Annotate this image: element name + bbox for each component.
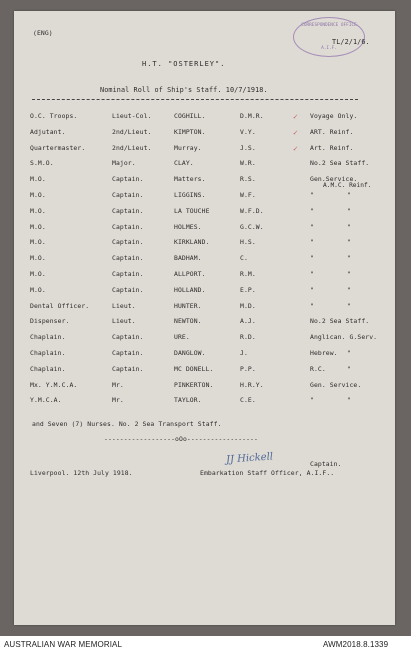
row-initials: J. xyxy=(240,349,248,357)
roll-row xyxy=(0,302,411,314)
row-initials: D.M.R. xyxy=(240,112,264,120)
row-remarks: No.2 Sea Staff. xyxy=(310,317,370,326)
row-rank: Captain. xyxy=(112,333,144,342)
roll-row xyxy=(0,286,411,298)
row-rank: Major. xyxy=(112,159,136,168)
row-name: BADHAM. xyxy=(174,254,202,263)
row-ditto: " xyxy=(347,222,351,231)
row-rank: Lieut. xyxy=(112,317,136,326)
row-rank: Captain. xyxy=(112,270,144,278)
row-appointment: Quartermaster. xyxy=(30,143,86,152)
row-remarks: " xyxy=(310,206,314,215)
caption-bar xyxy=(0,636,411,653)
row-appointment: Adjutant. xyxy=(30,127,66,136)
row-appointment: Chaplain. xyxy=(30,333,66,342)
row-remarks: " xyxy=(310,285,314,294)
row-remarks: " xyxy=(310,238,314,247)
row-rank: 2nd/Lieut. xyxy=(112,127,152,136)
row-initials: E.P. xyxy=(240,285,256,294)
row-appointment: M.O. xyxy=(30,206,46,215)
row-appointment: M.O. xyxy=(30,175,46,184)
row-rank: Mr. xyxy=(112,396,124,405)
row-appointment: Dental Officer. xyxy=(30,301,90,310)
row-initials: M.D. xyxy=(240,301,256,310)
check-mark: ✓ xyxy=(293,112,298,121)
row-appointment: Y.M.C.A. xyxy=(30,396,62,405)
stamp-bottom-text: A.I.F. xyxy=(321,46,337,51)
signature: JJ Hickell xyxy=(225,451,274,466)
row-remarks: R.C. xyxy=(310,364,326,373)
row-rank: Captain. xyxy=(112,364,144,373)
row-remarks: " xyxy=(310,191,314,199)
roll-subtitle: Nominal Roll of Ship's Staff. 10/7/1918. xyxy=(100,86,268,94)
roll-row xyxy=(0,381,411,393)
row-remarks: Anglican. G.Serv. xyxy=(310,333,378,342)
row-name: HOLMES. xyxy=(174,222,202,231)
footer-institution: AUSTRALIAN WAR MEMORIAL xyxy=(4,640,123,649)
row-appointment: O.C. Troops. xyxy=(30,112,78,120)
row-ditto: " xyxy=(347,396,351,405)
nurses-note: and Seven (7) Nurses. No. 2 Sea Transport Staff. xyxy=(32,420,222,428)
row-name: Murray. xyxy=(174,143,202,152)
row-name: PINKERTON. xyxy=(174,380,214,389)
row-initials: G.C.W. xyxy=(240,222,264,231)
row-appointment: Chaplain. xyxy=(30,349,66,357)
row-name: Matters. xyxy=(174,175,206,184)
check-mark: ✓ xyxy=(293,143,298,153)
row-initials: R.S. xyxy=(240,175,256,184)
place-date: Liverpool. 12th July 1918. xyxy=(30,469,133,477)
row-ditto: " xyxy=(347,364,351,373)
row-ditto: " xyxy=(347,254,351,263)
roll-row xyxy=(0,317,411,329)
row-name: LA TOUCHE xyxy=(174,206,210,215)
footer-accession: AWM2018.8.1339 xyxy=(323,640,389,649)
row-remarks: Gen.Service. xyxy=(310,175,358,184)
row-initials: V.Y. xyxy=(240,127,256,136)
row-rank: Lieut. xyxy=(112,301,136,310)
row-rank: Captain. xyxy=(112,191,144,199)
closing-divider: ------------------oOo------------------ xyxy=(104,435,258,443)
row-rank: Captain. xyxy=(112,238,144,247)
roll-row xyxy=(0,159,411,171)
row-name: NEWTON. xyxy=(174,317,202,326)
row-remarks: No.2 Sea Staff. xyxy=(310,159,370,168)
row-initials: H.R.Y. xyxy=(240,380,264,389)
row-rank: Captain. xyxy=(112,175,144,184)
row-appointment: Dispenser. xyxy=(30,317,70,326)
eng-label: (ENG) xyxy=(33,29,53,37)
row-name: HOLLAND. xyxy=(174,285,206,294)
row-initials: C. xyxy=(240,254,248,263)
row-initials: C.E. xyxy=(240,396,256,405)
row-remarks: " xyxy=(310,254,314,263)
row-name: KIRKLAND. xyxy=(174,238,210,247)
row-ditto: " xyxy=(347,206,351,215)
row-remarks: " xyxy=(310,301,314,310)
signer-rank: Captain. xyxy=(310,460,342,468)
row-remarks: Gen. Service. xyxy=(310,380,362,389)
row-rank: 2nd/Lieut. xyxy=(112,143,152,152)
row-name: DANGLOW. xyxy=(174,349,206,357)
roll-row xyxy=(0,175,411,190)
row-rank: Captain. xyxy=(112,206,144,215)
row-appointment: M.O. xyxy=(30,191,46,199)
row-remarks: Voyage Only. xyxy=(310,112,358,120)
row-appointment: M.O. xyxy=(30,222,46,231)
row-appointment: Mx. Y.M.C.A. xyxy=(30,380,78,389)
row-initials: A.J. xyxy=(240,317,256,326)
row-initials: W.R. xyxy=(240,159,256,168)
roll-row xyxy=(0,333,411,345)
row-appointment: M.O. xyxy=(30,270,46,278)
row-remarks: " xyxy=(310,222,314,231)
roll-row xyxy=(0,191,411,203)
roll-row xyxy=(0,223,411,235)
row-name: MC DONELL. xyxy=(174,364,214,373)
roll-row xyxy=(0,396,411,408)
row-name: ALLPORT. xyxy=(174,270,206,278)
row-remarks: Art. Reinf. xyxy=(310,143,354,152)
row-ditto: " xyxy=(347,285,351,294)
roll-row xyxy=(0,349,411,361)
row-appointment: M.O. xyxy=(30,238,46,247)
row-ditto: " xyxy=(347,191,351,199)
row-remarks: " xyxy=(310,270,314,278)
row-name: TAYLOR. xyxy=(174,396,202,405)
row-initials: R.D. xyxy=(240,333,256,342)
reference-number: TL/2/1/6. xyxy=(332,38,370,46)
row-name: KIMPTON. xyxy=(174,127,206,136)
roll-row xyxy=(0,112,411,124)
check-mark: ✓ xyxy=(293,127,298,137)
row-name: HUNTER. xyxy=(174,301,202,310)
row-remarks: " xyxy=(310,396,314,405)
row-ditto: " xyxy=(347,301,351,310)
signer-title: Embarkation Staff Officer, A.I.F.. xyxy=(200,469,335,477)
roll-row xyxy=(0,254,411,266)
row-initials: R.M. xyxy=(240,270,256,278)
office-stamp xyxy=(293,17,365,57)
row-initials: J.S. xyxy=(240,143,256,152)
row-ditto: " xyxy=(347,270,351,278)
row-name: CLAY. xyxy=(174,159,194,168)
row-ditto: " xyxy=(347,238,351,247)
row-remarks-extra: A.M.C. Reinf. xyxy=(323,182,372,190)
row-appointment: S.M.O. xyxy=(30,159,54,168)
stamp-top-text: CORRESPONDENCE OFFICE xyxy=(301,23,357,28)
roll-row xyxy=(0,270,411,282)
row-initials: W.F. xyxy=(240,191,256,199)
row-initials: H.S. xyxy=(240,238,256,247)
row-initials: P.P. xyxy=(240,364,256,373)
row-name: URE. xyxy=(174,333,190,342)
row-appointment: M.O. xyxy=(30,285,46,294)
row-ditto: " xyxy=(347,349,351,357)
roll-row xyxy=(0,144,411,156)
ship-title: H.T. "OSTERLEY". xyxy=(142,60,226,68)
row-initials: W.F.D. xyxy=(240,206,264,215)
roll-row xyxy=(0,365,411,377)
row-rank: Captain. xyxy=(112,349,144,357)
row-appointment: Chaplain. xyxy=(30,364,66,373)
row-appointment: M.O. xyxy=(30,254,46,263)
row-remarks: ART. Reinf. xyxy=(310,127,354,136)
row-remarks: Hebrew. xyxy=(310,349,338,357)
row-rank: Mr. xyxy=(112,380,124,389)
row-name: LIGGINS. xyxy=(174,191,206,199)
row-rank: Captain. xyxy=(112,254,144,263)
roll-row xyxy=(0,207,411,219)
roll-row xyxy=(0,238,411,250)
row-name: COGHILL. xyxy=(174,112,206,120)
row-rank: Captain. xyxy=(112,285,144,294)
row-rank: Captain. xyxy=(112,222,144,231)
roll-row xyxy=(0,128,411,140)
header-rule xyxy=(32,99,358,100)
row-rank: Lieut-Col. xyxy=(112,112,152,120)
